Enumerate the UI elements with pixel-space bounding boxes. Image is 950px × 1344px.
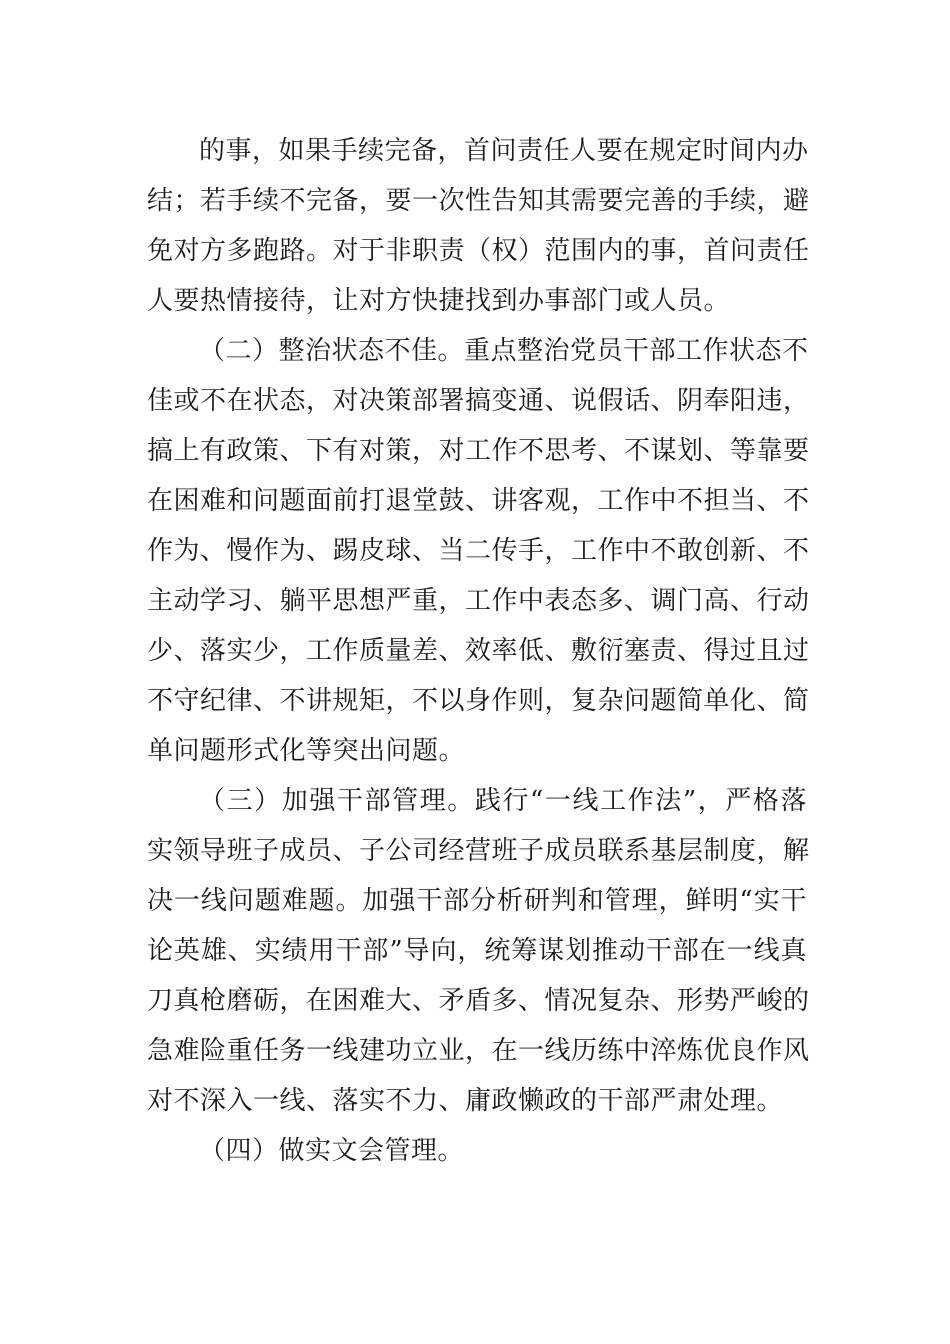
- text-line: 的事，如果手续完备，首问责任人要在规定时间内办: [199, 136, 809, 166]
- text-line: （三）加强干部管理。践行“一线工作法”，严格落: [199, 786, 807, 816]
- text-line: 作为、慢作为、踢皮球、当二传手，工作中不敢创新、不: [147, 536, 810, 566]
- text-line: 对不深入一线、落实不力、庸政懒政的干部严肃处理。: [147, 1086, 784, 1116]
- text-line: 结；若手续不完备，要一次性告知其需要完善的手续，避: [147, 186, 810, 216]
- text-line: 不守纪律、不讲规矩，不以身作则，复杂问题简单化、简: [147, 686, 810, 716]
- text-line: 人要热情接待，让对方快捷找到办事部门或人员。: [147, 286, 731, 316]
- text-line: 搞上有政策、下有对策，对工作不思考、不谋划、等靠要: [147, 436, 810, 466]
- text-line: 主动学习、躺平思想严重，工作中表态多、调门高、行动: [147, 586, 810, 616]
- text-line: 少、落实少，工作质量差、效率低、敷衍塞责、得过且过: [147, 636, 810, 666]
- text-line: 急难险重任务一线建功立业，在一线历练中淬炼优良作风: [147, 1036, 810, 1066]
- text-line: 论英雄、实绩用干部”导向，统筹谋划推动干部在一线真: [147, 936, 807, 966]
- text-line: 免对方多跑路。对于非职责（权）范围内的事，首问责任: [147, 236, 810, 266]
- text-line: 佳或不在状态，对决策部署搞变通、说假话、阴奉阳违，: [147, 386, 810, 416]
- text-line: （二）整治状态不佳。重点整治党员干部工作状态不: [199, 336, 809, 366]
- text-line: 单问题形式化等突出问题。: [147, 736, 466, 766]
- text-line: 实领导班子成员、子公司经营班子成员联系基层制度，解: [147, 836, 810, 866]
- text-line: 在困难和问题面前打退堂鼓、讲客观，工作中不担当、不: [147, 486, 810, 516]
- text-line: （四）做实文会管理。: [199, 1136, 465, 1166]
- text-line: 决一线问题难题。加强干部分析研判和管理，鲜明“实干: [147, 886, 807, 916]
- text-line: 刀真枪磨砺，在困难大、矛盾多、情况复杂、形势严峻的: [147, 986, 810, 1016]
